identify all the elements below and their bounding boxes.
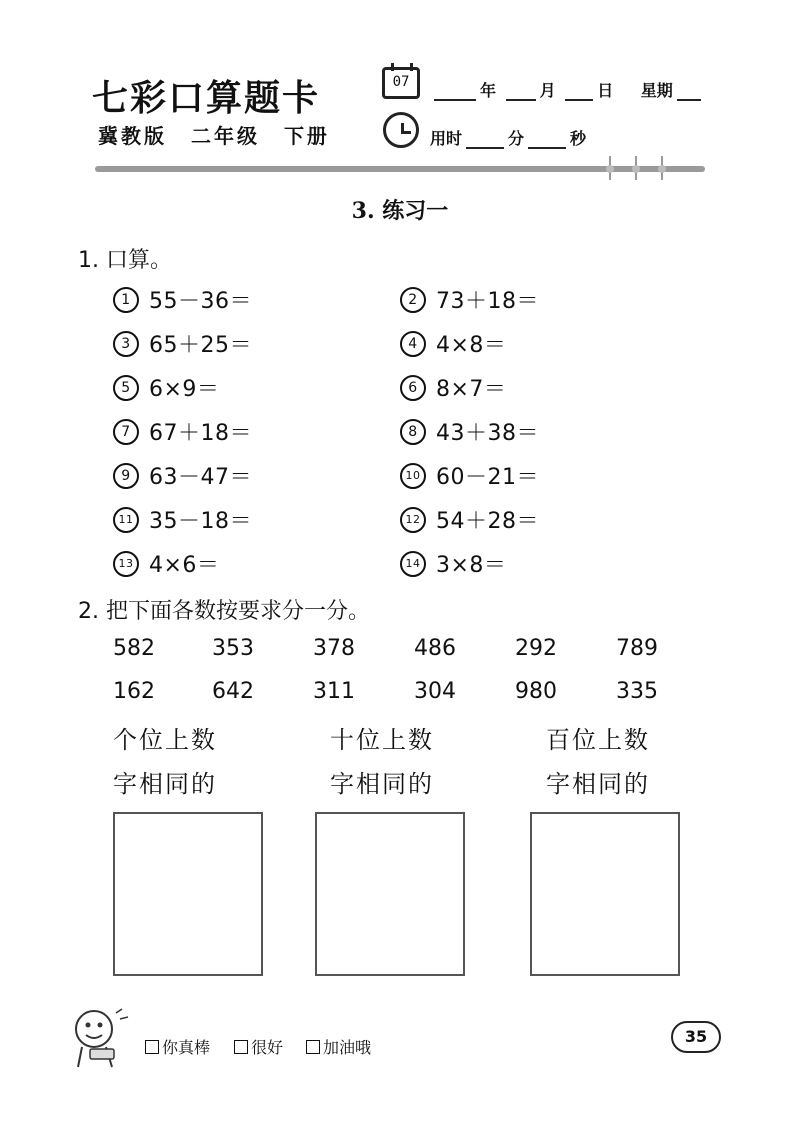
math-expression: 67＋18＝ [149,421,252,446]
number-item: 335 [616,679,658,704]
number-item: 582 [113,636,155,661]
category-label: 字相同的 [330,770,434,798]
item-number: 3 [113,331,139,357]
number-item: 304 [414,679,456,704]
rating-great[interactable] [145,1035,210,1058]
item-number: 7 [113,419,139,445]
math-expression: 73＋18＝ [436,289,539,314]
day-label: 日 [597,81,614,100]
minutes-label: 分 [508,129,525,148]
lesson-title: 3. 练习一 [351,198,449,224]
number-item: 486 [414,636,456,661]
number-item: 642 [212,679,254,704]
math-expression: 63－47＝ [149,465,252,490]
rating-good[interactable] [234,1035,283,1058]
category-label: 字相同的 [113,770,217,798]
math-item [113,372,219,403]
year-label: 年 [480,81,497,100]
math-item [400,460,539,491]
math-item [113,548,219,579]
math-expression: 8×7＝ [436,377,507,402]
volume: 下册 [283,124,330,148]
math-item [113,460,252,491]
checkbox-icon[interactable] [306,1040,320,1054]
checkbox-icon[interactable] [145,1040,159,1054]
item-number: 13 [113,551,139,577]
math-expression: 43＋38＝ [436,421,539,446]
math-expression: 4×8＝ [436,333,507,358]
item-number: 9 [113,463,139,489]
answer-box-hundreds[interactable] [530,812,680,976]
math-item [113,328,252,359]
bead-decoration [633,156,639,180]
bead-decoration [659,156,665,180]
item-number: 10 [400,463,426,489]
month-label: 月 [539,81,556,100]
math-expression: 54＋28＝ [436,509,539,534]
rating-keep-going[interactable] [306,1035,371,1058]
category-label: 百位上数 [546,726,650,754]
math-item [400,416,539,447]
bead-decoration [607,156,613,180]
clock-icon [383,112,419,148]
number-item: 353 [212,636,254,661]
time-used-label: 用时 [430,129,463,148]
question-2-label: 2. 把下面各数按要求分一分。 [78,599,370,624]
math-expression: 55－36＝ [149,289,252,314]
number-item: 292 [515,636,557,661]
item-number: 4 [400,331,426,357]
category-label: 十位上数 [330,726,434,754]
math-item [400,328,506,359]
math-item [113,504,252,535]
math-expression: 3×8＝ [436,553,507,578]
math-expression: 6×9＝ [149,377,220,402]
number-item: 162 [113,679,155,704]
answer-box-tens[interactable] [315,812,465,976]
item-number: 5 [113,375,139,401]
edition-line [98,120,330,149]
grade: 二年级 [190,124,260,148]
time-line [430,126,586,149]
date-line [430,78,705,101]
math-item [113,416,252,447]
item-number: 12 [400,507,426,533]
item-number: 1 [113,287,139,313]
item-number: 11 [113,507,139,533]
mascot-icon [66,1005,132,1073]
number-item: 980 [515,679,557,704]
rating-keep-going-label: 加油哦 [323,1038,372,1057]
math-expression: 65＋25＝ [149,333,252,358]
rating-great-label: 你真棒 [162,1038,211,1057]
category-label: 字相同的 [546,770,650,798]
rating-good-label: 很好 [251,1038,284,1057]
brand-title: 七彩口算题卡 [92,77,321,119]
item-number: 14 [400,551,426,577]
edition: 冀教版 [98,124,167,148]
item-number: 6 [400,375,426,401]
calendar-number: 07 [392,74,410,90]
math-item [113,284,252,315]
number-item: 378 [313,636,355,661]
category-label: 个位上数 [113,726,217,754]
math-item [400,548,506,579]
math-item [400,504,539,535]
math-expression: 60－21＝ [436,465,539,490]
answer-box-ones[interactable] [113,812,263,976]
math-expression: 4×6＝ [149,553,220,578]
item-number: 8 [400,419,426,445]
number-item: 311 [313,679,355,704]
weekday-label: 星期 [640,81,673,100]
question-1-label: 1. 口算。 [78,248,172,273]
number-item: 789 [616,636,658,661]
seconds-label: 秒 [570,129,587,148]
item-number: 2 [400,287,426,313]
math-item [400,284,539,315]
checkbox-icon[interactable] [234,1040,248,1054]
page-number: 35 [671,1021,721,1053]
calendar-icon [382,67,420,99]
math-expression: 35－18＝ [149,509,252,534]
math-item [400,372,506,403]
